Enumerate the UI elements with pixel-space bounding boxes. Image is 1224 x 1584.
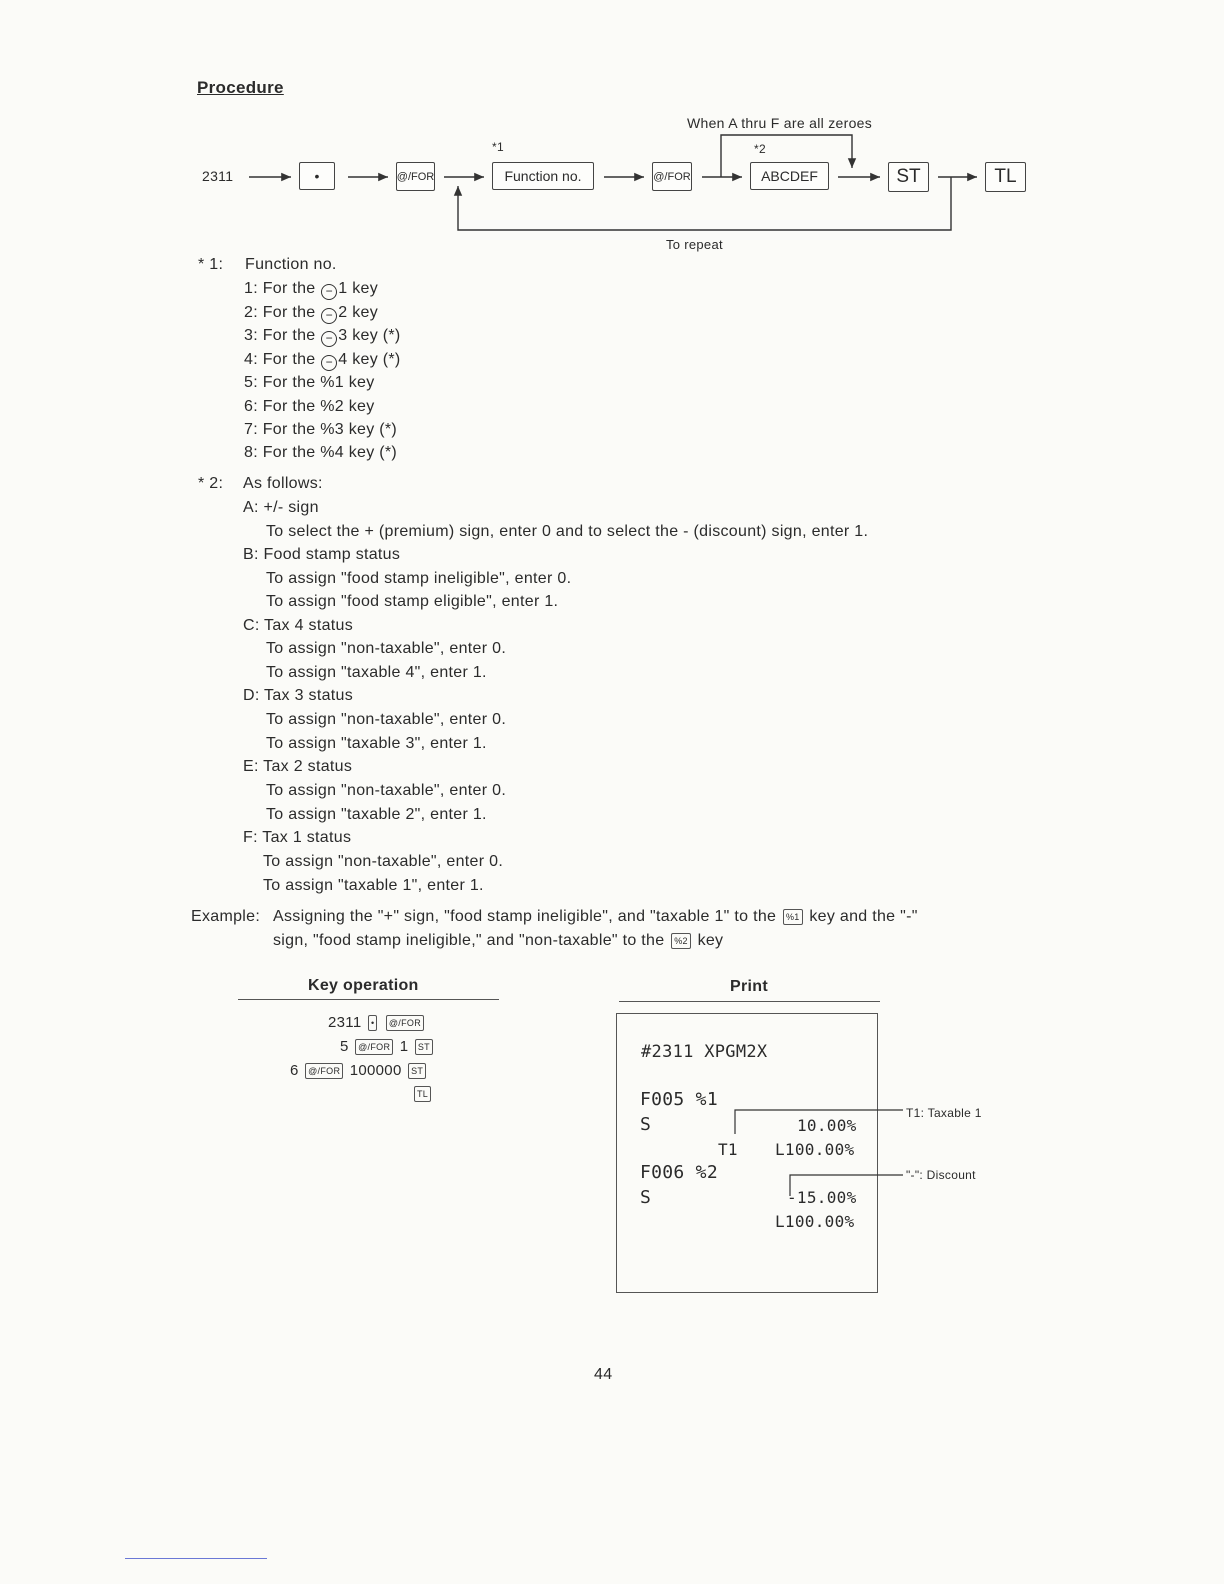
- field-desc: To assign "taxable 3", enter 1.: [266, 735, 487, 752]
- field-desc: To assign "taxable 1", enter 1.: [263, 877, 484, 894]
- example-label: Example:: [191, 908, 261, 925]
- field-heading: B: Food stamp status: [243, 546, 401, 563]
- st-key: ST: [888, 162, 929, 192]
- example-line-1: Assigning the "+" sign, "food stamp ineligible", and "taxable 1" to the %1 key and the "-": [273, 908, 918, 925]
- note-1-marker: *1: [492, 140, 504, 154]
- note-2-marker: *2: [754, 142, 766, 156]
- function-item: 7: For the %3 key (*): [244, 421, 398, 438]
- function-item: 3: For the − 3 key (*): [244, 327, 401, 345]
- zeroes-note: When A thru F are all zeroes: [687, 115, 873, 131]
- field-desc: To assign "non-taxable", enter 0.: [266, 711, 507, 728]
- page-number: 44: [594, 1366, 613, 1383]
- at-for-key-icon: @/FOR: [386, 1015, 424, 1031]
- field-heading: F: Tax 1 status: [243, 829, 352, 846]
- example-line-2: sign, "food stamp ineligible," and "non-taxable" to the %2 key: [273, 932, 724, 949]
- dot-key: •: [299, 162, 335, 190]
- minus-circle-icon: −: [321, 284, 337, 300]
- field-desc: To select the + (premium) sign, enter 0 and to select the - (discount) sign, enter 1.: [266, 523, 869, 540]
- st-key-icon: ST: [408, 1063, 426, 1079]
- function-item: 1: For the − 1 key: [244, 280, 379, 298]
- minus-circle-icon: −: [321, 308, 337, 324]
- key-op-row: 2311 • @/FOR: [328, 1014, 426, 1031]
- receipt-value: L100.00%: [775, 1212, 855, 1231]
- field-desc: To assign "non-taxable", enter 0.: [266, 782, 507, 799]
- receipt-value: 10.00%: [797, 1116, 857, 1135]
- at-for-key-1: @/FOR: [396, 162, 435, 191]
- receipt-value: -15.00%: [787, 1188, 857, 1207]
- key-op-row: 6 @/FOR 100000 ST: [290, 1062, 428, 1079]
- field-desc: To assign "non-taxable", enter 0.: [266, 640, 507, 657]
- footnote-1-title: Function no.: [245, 256, 337, 273]
- minus-circle-icon: −: [321, 355, 337, 371]
- field-desc: To assign "taxable 4", enter 1.: [266, 664, 487, 681]
- receipt-line: T1: [718, 1140, 738, 1159]
- field-heading: D: Tax 3 status: [243, 687, 354, 704]
- callout-taxable: T1: Taxable 1: [906, 1106, 982, 1120]
- footnote-2-marker: * 2:: [198, 475, 224, 492]
- receipt-line: #2311 XPGM2X: [641, 1042, 768, 1062]
- field-heading: C: Tax 4 status: [243, 617, 354, 634]
- function-item: 6: For the %2 key: [244, 398, 375, 415]
- flow-start-code: 2311: [202, 168, 234, 184]
- key-operation-heading: Key operation: [308, 977, 419, 994]
- receipt-value: L100.00%: [775, 1140, 855, 1159]
- minus-circle-icon: −: [321, 331, 337, 347]
- receipt-line: S: [640, 1187, 652, 1208]
- field-desc: To assign "taxable 2", enter 1.: [266, 806, 487, 823]
- function-item: 5: For the %1 key: [244, 374, 375, 391]
- receipt-line: S: [640, 1114, 652, 1135]
- at-for-key-2: @/FOR: [652, 162, 692, 191]
- callout-discount: "-": Discount: [906, 1168, 976, 1182]
- field-desc: To assign "food stamp ineligible", enter 0.: [266, 570, 572, 587]
- footnote-1-marker: * 1:: [198, 256, 224, 273]
- tl-key-icon: TL: [414, 1086, 431, 1102]
- field-desc: To assign "non-taxable", enter 0.: [263, 853, 504, 870]
- st-key-icon: ST: [415, 1039, 433, 1055]
- print-heading: Print: [730, 978, 768, 995]
- function-item: 2: For the − 2 key: [244, 304, 379, 322]
- field-desc: To assign "food stamp eligible", enter 1.: [266, 593, 559, 610]
- tl-key: TL: [985, 162, 1026, 192]
- dot-key-icon: •: [368, 1015, 377, 1031]
- percent-1-key-icon: %1: [783, 909, 803, 925]
- key-op-row: 5 @/FOR 1 ST: [340, 1038, 435, 1055]
- function-item: 8: For the %4 key (*): [244, 444, 398, 461]
- receipt-line: F005 %1: [640, 1089, 718, 1110]
- procedure-heading: Procedure: [197, 78, 284, 97]
- function-item: 4: For the − 4 key (*): [244, 351, 401, 369]
- abcdef-box: ABCDEF: [750, 162, 829, 190]
- footnote-2-title: As follows:: [243, 475, 323, 492]
- function-no-box: Function no.: [492, 162, 594, 190]
- percent-2-key-icon: %2: [671, 933, 691, 949]
- at-for-key-icon: @/FOR: [355, 1039, 393, 1055]
- at-for-key-icon: @/FOR: [305, 1063, 343, 1079]
- field-heading: A: +/- sign: [243, 499, 319, 516]
- bottom-rule: [125, 1558, 267, 1559]
- field-heading: E: Tax 2 status: [243, 758, 353, 775]
- receipt-line: F006 %2: [640, 1162, 718, 1183]
- repeat-note: To repeat: [666, 237, 723, 252]
